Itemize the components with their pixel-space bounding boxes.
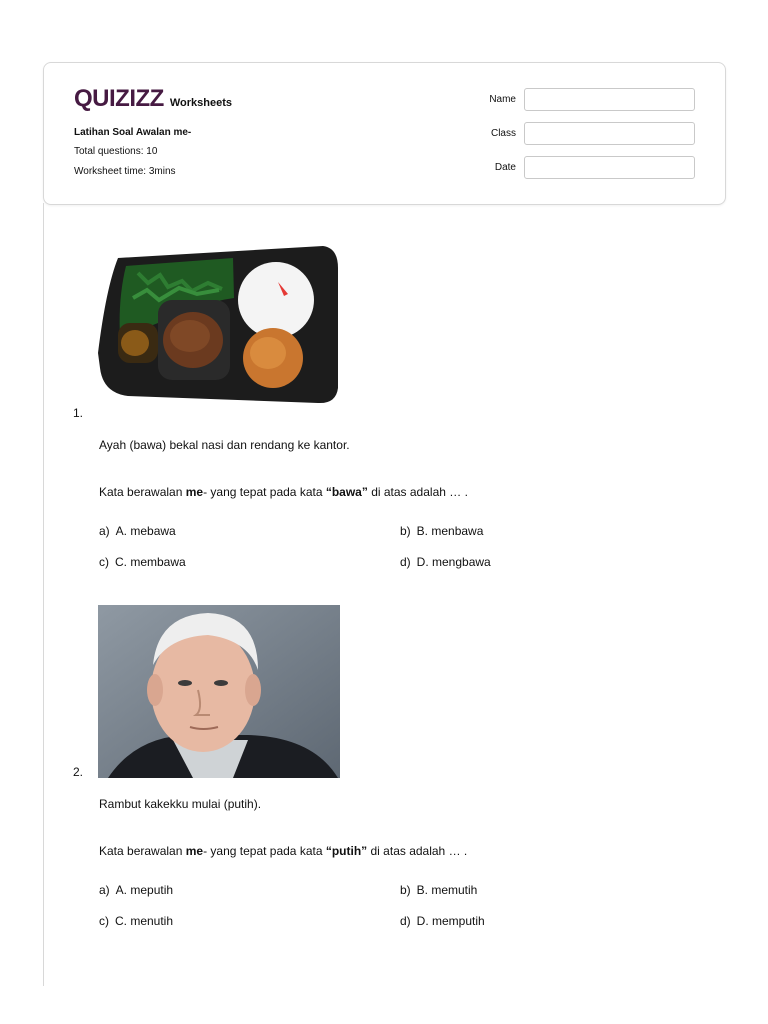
question-2-option-d[interactable]: d) D. memputih: [400, 914, 485, 928]
class-field[interactable]: [524, 122, 695, 145]
worksheet-title: Latihan Soal Awalan me-: [74, 127, 192, 138]
question-1-sentence: Ayah (bawa) bekal nasi dan rendang ke kantor.: [99, 438, 350, 452]
total-questions: Total questions: 10: [74, 146, 158, 157]
question-2-option-a[interactable]: a) A. meputih: [99, 883, 174, 897]
brand-subtitle: Worksheets: [169, 97, 232, 109]
bento-meal-box-image: [98, 228, 340, 418]
question-1-option-d[interactable]: d) D. mengbawa: [400, 555, 491, 569]
question-1-option-b[interactable]: b) B. menbawa: [400, 524, 484, 538]
quizizz-logo: QUIZIZZ: [74, 85, 164, 112]
date-label: Date: [494, 162, 516, 173]
question-2-number: 2.: [73, 765, 84, 779]
question-2-option-c[interactable]: c) C. menutih: [99, 914, 174, 928]
question-1-option-c[interactable]: c) C. membawa: [99, 555, 186, 569]
elderly-man-portrait-image: [98, 605, 340, 778]
class-label: Class: [490, 128, 516, 139]
worksheet-header: [43, 62, 726, 205]
question-2-prompt: Kata berawalan me- yang tepat pada kata “putih” di atas adalah … .: [99, 844, 468, 858]
name-field[interactable]: [524, 88, 695, 111]
left-divider: [43, 203, 44, 986]
question-1-prompt: Kata berawalan me- yang tepat pada kata “bawa” di atas adalah … .: [99, 485, 468, 499]
question-1-number: 1.: [73, 406, 84, 420]
question-2-option-b[interactable]: b) B. memutih: [400, 883, 478, 897]
brand: [74, 85, 232, 113]
name-label: Name: [489, 94, 516, 105]
worksheet-time: Worksheet time: 3mins: [74, 166, 176, 177]
question-1-option-a[interactable]: a) A. mebawa: [99, 524, 176, 538]
question-2-sentence: Rambut kakekku mulai (putih).: [99, 797, 262, 811]
date-field[interactable]: [524, 156, 695, 179]
